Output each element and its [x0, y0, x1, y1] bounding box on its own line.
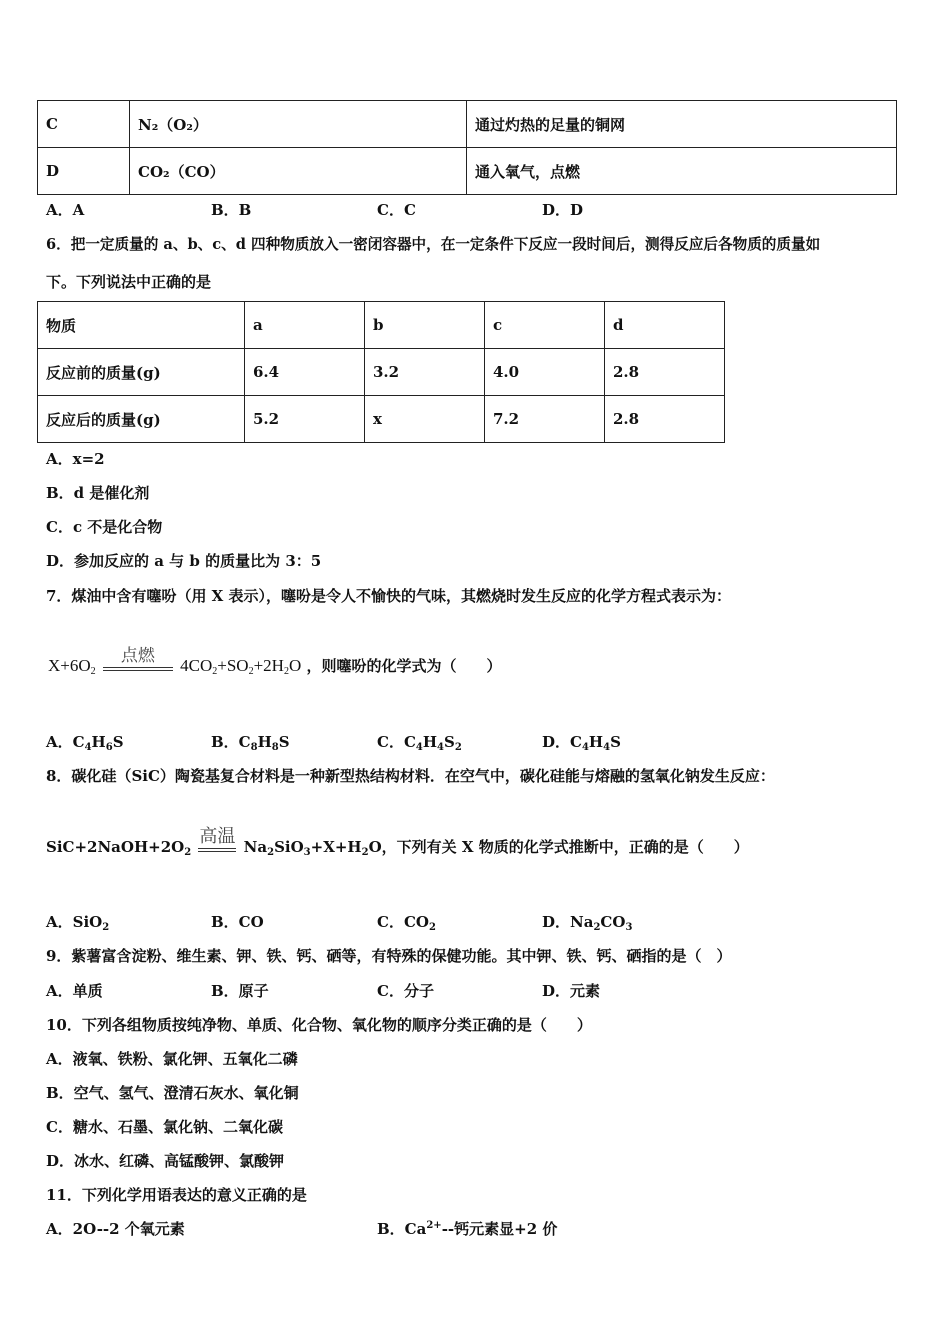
eq-product-3: +2H [253, 656, 284, 675]
q8-equation: $SiC+2NaOH+2O_2$ 高温 $Na_2SiO_3+X+H_2O$，下列有关 X 物质的化学式推断中，正确的是（ ） [46, 824, 749, 858]
substance-cell: N₂（O₂） [130, 101, 467, 148]
eq-sub: 2 [90, 666, 96, 677]
q6-option-c: C．c 不是化合物 [46, 518, 163, 536]
q6-stem-line1: 6．把一定质量的 a、b、c、d 四种物质放入一密闭容器中，在一定条件下反应一段时间后，测得反应后各物质的质量如 [46, 236, 821, 253]
eq-product: Na [243, 838, 268, 856]
mass-table [37, 301, 725, 443]
q9-option-a: A．单质 [46, 982, 103, 1000]
eq-product-4: O [288, 656, 302, 675]
q10-stem: 10．下列各组物质按纯净物、单质、化合物、氧化物的顺序分类正确的是（ ） [46, 1016, 592, 1034]
separation-table [37, 100, 897, 195]
table-cell: 2.8 [605, 349, 725, 396]
header-cell: a [245, 302, 365, 349]
eq-sub: 2 [184, 847, 192, 858]
q7-option-b: B．$C_8H_8S$ [211, 733, 290, 753]
method-cell: 通过灼热的足量的铜网 [467, 101, 897, 148]
eq-sub: 2 [212, 666, 218, 677]
row-id: C [38, 101, 130, 148]
q6-option-b: B．d 是催化剂 [46, 484, 150, 502]
table-cell: 3.2 [365, 349, 485, 396]
table-row [38, 148, 897, 195]
eq-condition: 高温 [199, 826, 236, 846]
method-cell: 通入氧气，点燃 [467, 148, 897, 195]
table-cell: 4.0 [485, 349, 605, 396]
header-cell: c [485, 302, 605, 349]
q7-stem: 7．煤油中含有噻吩（用 X 表示），噻吩是令人不愉快的气味，其燃烧时发生反应的化学方程式表示为： [46, 587, 732, 605]
reaction-arrow [198, 824, 236, 858]
q7-equation [48, 645, 501, 677]
q11-option-a: A．2O--2 个氧元素 [46, 1220, 185, 1238]
table-cell: 反应后的质量(g) [38, 396, 245, 443]
q8-option-c: C．$CO_2$ [377, 913, 436, 933]
table-cell: 6.4 [245, 349, 365, 396]
q6-stem-line2: 下。下列说法中正确的是 [46, 273, 212, 291]
eq-product-1: 4CO [180, 656, 213, 675]
row-id: D [38, 148, 130, 195]
header-cell: 物质 [38, 302, 245, 349]
header-cell: b [365, 302, 485, 349]
table-header-row [38, 302, 725, 349]
table-row [38, 101, 897, 148]
table-row [38, 349, 725, 396]
q10-option-d: D．冰水、红磷、高锰酸钾、氯酸钾 [46, 1152, 285, 1170]
q8-stem: 8．碳化硅（SiC）陶瓷基复合材料是一种新型热结构材料．在空气中，碳化硅能与熔融的氢氧化钠发生反应： [46, 767, 775, 785]
reaction-arrow [103, 645, 173, 671]
eq-condition: 点燃 [120, 646, 155, 665]
q8-option-d: D．$Na_2CO_3$ [542, 913, 633, 933]
q5-option-c: C．C [377, 201, 416, 219]
q9-option-d: D．元素 [542, 982, 601, 1000]
table-cell: 5.2 [245, 396, 365, 443]
q7-option-c: C．$C_4H_4S_2$ [377, 733, 462, 753]
table-cell: 7.2 [485, 396, 605, 443]
table-cell: 反应前的质量(g) [38, 349, 245, 396]
q9-option-b: B．原子 [211, 982, 269, 1000]
q10-option-c: C．糖水、石墨、氯化钠、二氧化碳 [46, 1118, 283, 1136]
q6-option-d: D．参加反应的 a 与 b 的质量比为 3：5 [46, 552, 322, 570]
eq-product-2: +SO [217, 656, 249, 675]
eq-sub: 2 [248, 666, 254, 677]
eq-sub: 2 [283, 666, 289, 677]
q11-stem: 11．下列化学用语表达的意义正确的是 [46, 1186, 307, 1204]
table-cell: x [365, 396, 485, 443]
q7-tail: ，则噻吩的化学式为（ ） [306, 657, 502, 675]
q5-option-b: B．B [211, 201, 252, 219]
substance-cell: CO₂（CO） [130, 148, 467, 195]
q5-option-a: A．A [46, 201, 85, 219]
eq-left: X+6O [48, 656, 91, 675]
q11-option-b: B．$Ca^{2+}--$钙元素显+2 价 [377, 1220, 558, 1238]
q8-option-b: B．CO [211, 913, 264, 931]
q7-option-a: A．$C_4H_6S$ [46, 733, 124, 753]
q8-tail: O，下列有关 X 物质的化学式推断中，正确的是（ ） [368, 838, 749, 856]
q9-stem: 9．紫薯富含淀粉、维生素、钾、铁、钙、硒等，有特殊的保健功能。其中钾、铁、钙、硒指的是（ ） [46, 947, 732, 965]
q8-option-a: A．SiO$_2$ [46, 913, 110, 933]
q5-option-d: D．D [542, 201, 584, 219]
header-cell: d [605, 302, 725, 349]
eq-left: SiC+2NaOH+2O [46, 838, 185, 856]
table-row [38, 396, 725, 443]
q10-option-a: A．液氧、铁粉、氯化钾、五氧化二磷 [46, 1050, 298, 1068]
q10-option-b: B．空气、氢气、澄清石灰水、氧化铜 [46, 1084, 299, 1102]
q6-option-a: A．x=2 [46, 450, 105, 468]
q9-option-c: C．分子 [377, 982, 434, 1000]
q7-option-d: D．$C_4H_4S$ [542, 733, 621, 753]
table-cell: 2.8 [605, 396, 725, 443]
